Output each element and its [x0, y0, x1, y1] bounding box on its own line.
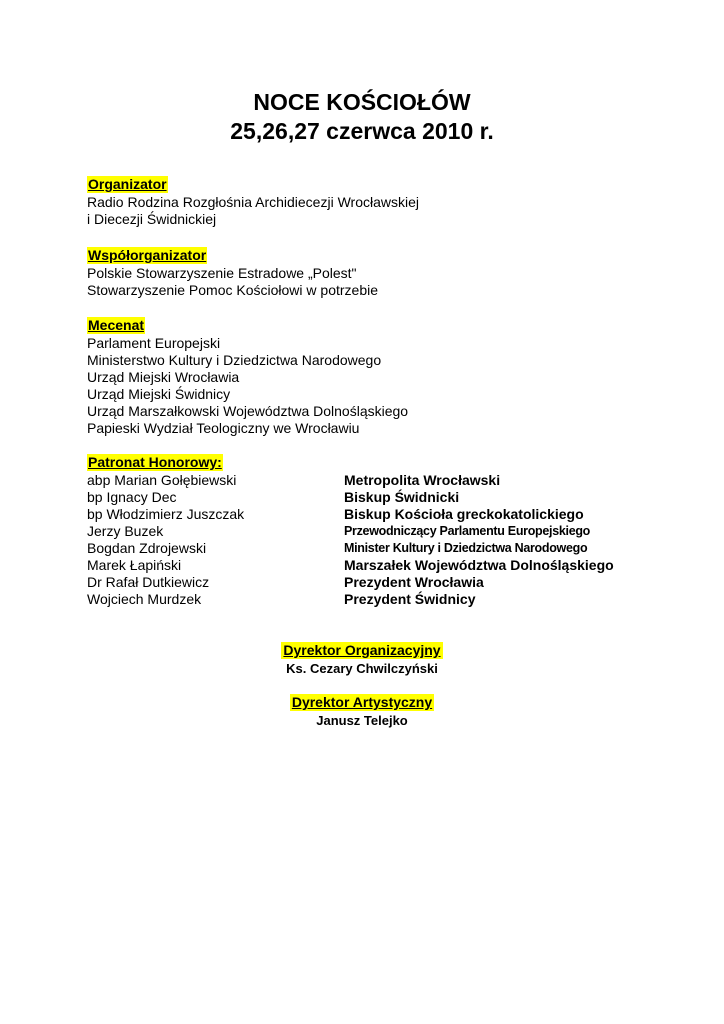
organizer-heading: Organizator [88, 176, 167, 192]
honorary-row [87, 506, 647, 523]
sponsor-line: Parlament Europejski [87, 335, 221, 351]
honorary-heading: Patronat Honorowy: [88, 454, 222, 470]
honorary-name: Wojciech Murdzek [87, 591, 202, 607]
document-date: 25,26,27 czerwca 2010 r. [230, 118, 494, 144]
honorary-row [87, 540, 647, 557]
coorganizer-heading: Współorganizator [88, 247, 207, 263]
honorary-name: Marek Łapiński [87, 557, 182, 573]
sponsor-line: Urząd Miejski Świdnicy [87, 386, 231, 402]
honorary-role: Biskup Świdnicki [344, 489, 460, 505]
sponsor-heading: Mecenat [88, 317, 145, 333]
sponsor-line: Urząd Miejski Wrocławia [87, 369, 240, 385]
organizational-director-name: Ks. Cezary Chwilczyński [286, 661, 438, 676]
honorary-name: abp Marian Gołębiewski [87, 472, 237, 488]
honorary-row [87, 489, 647, 506]
honorary-row [87, 591, 647, 608]
artistic-director-block [0, 694, 724, 729]
honorary-row [87, 523, 647, 540]
honorary-role: Prezydent Wrocławia [344, 574, 484, 590]
honorary-role: Marszałek Województwa Dolnośląskiego [344, 557, 614, 573]
artistic-director-name: Janusz Telejko [316, 713, 408, 728]
honorary-name: Jerzy Buzek [87, 523, 164, 539]
sponsor-line: Ministerstwo Kultury i Dziedzictwa Narodowego [87, 352, 382, 368]
organizer-line: i Diecezji Świdnickiej [87, 211, 217, 227]
organizer-line: Radio Rodzina Rozgłośnia Archidiecezji Wrocławskiej [87, 194, 420, 210]
honorary-role: Prezydent Świdnicy [344, 591, 476, 607]
honorary-row [87, 574, 647, 591]
coorganizer-line: Polskie Stowarzyszenie Estradowe „Polest" [87, 265, 357, 281]
document-title: NOCE KOŚCIOŁÓW [253, 89, 471, 115]
sponsor-line: Urząd Marszałkowski Województwa Dolnośląskiego [87, 403, 409, 419]
sponsor-section [87, 317, 647, 437]
organizational-director-block [0, 642, 724, 677]
honorary-role: Minister Kultury i Dziedzictwa Narodowego [344, 541, 588, 555]
coorganizer-section [87, 247, 647, 299]
honorary-section [87, 454, 647, 608]
honorary-name: Dr Rafał Dutkiewicz [87, 574, 210, 590]
honorary-row [87, 472, 647, 489]
honorary-row [87, 557, 647, 574]
honorary-name: bp Włodzimierz Juszczak [87, 506, 245, 522]
honorary-role: Przewodniczący Parlamentu Europejskiego [344, 524, 591, 538]
organizer-section [87, 176, 647, 228]
sponsor-line: Papieski Wydział Teologiczny we Wrocławiu [87, 420, 360, 436]
organizational-director-heading: Dyrektor Organizacyjny [283, 642, 441, 658]
honorary-name: bp Ignacy Dec [87, 489, 177, 505]
honorary-role: Metropolita Wrocławski [344, 472, 501, 488]
artistic-director-heading: Dyrektor Artystyczny [291, 694, 433, 710]
honorary-name: Bogdan Zdrojewski [87, 540, 207, 556]
honorary-role: Biskup Kościoła greckokatolickiego [344, 506, 584, 522]
coorganizer-line: Stowarzyszenie Pomoc Kościołowi w potrzebie [87, 282, 379, 298]
